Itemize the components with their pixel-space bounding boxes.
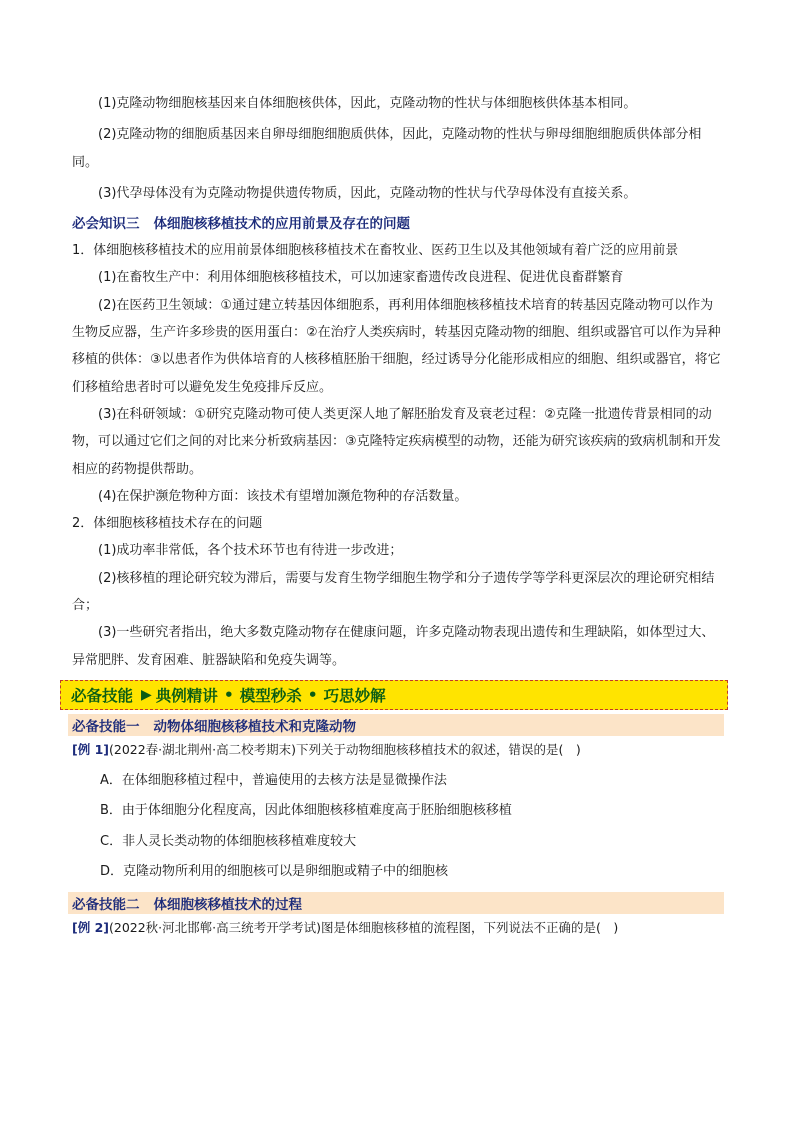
paragraph: (3)一些研究者指出，绝大多数克隆动物存在健康问题，许多克隆动物表现出遗传和生理缺陷，如体型过大、异常肥胖、发育困难、脏器缺陷和免疫失调等。 [72, 625, 715, 668]
page-content [72, 90, 724, 944]
point-heading: 2．体细胞核移植技术存在的问题 [72, 516, 263, 532]
example-tag: [例 2] [72, 919, 109, 935]
skills-banner [60, 680, 728, 710]
answer-option: D．克隆动物所利用的细胞核可以是卵细胞或精子中的细胞核 [100, 864, 449, 880]
paragraph: (3)在科研领域：①研究克隆动物可使人类更深人地了解胚胎发育及衰老过程：②克隆一批遗传背景相同的动物，可以通过它们之间的对比来分析致病基因：③克隆特定疾病模型的动物，还能为研究该疾病的致病机制和开发相应的药物提供帮助。 [72, 406, 721, 477]
banner-item: 典例精讲 [155, 686, 218, 705]
example-tag: [例 1] [72, 741, 109, 757]
section-heading [72, 211, 724, 237]
triangle-right-icon: ▶ [141, 686, 152, 703]
paragraph: (1)在畜牧生产中：利用体细胞核移植技术，可以加速家畜遗传改良进程、促进优良畜群繁育 [98, 270, 624, 286]
paragraph: (3)代孕母体没有为克隆动物提供遗传物质，因此，克隆动物的性状与代孕母体没有直接关系。 [98, 185, 637, 201]
skill-title: 动物体细胞核移植技术和克隆动物 [153, 718, 356, 735]
banner-item: 巧思妙解 [323, 686, 386, 705]
paragraph: (1)成功率非常低，各个技术环节也有待进一步改进； [98, 543, 403, 559]
banner-item: 模型秒杀 [239, 686, 302, 705]
answer-option: B．由于体细胞分化程度高，因此体细胞核移植难度高于胚胎细胞核移植 [100, 803, 512, 819]
banner-label: 必备技能 [71, 686, 134, 705]
answer-option: C．非人灵长类动物的体细胞核移植难度较大 [100, 833, 357, 849]
skill-title: 体细胞核移植技术的过程 [153, 896, 302, 913]
section-label: 必会知识三 [72, 216, 140, 233]
section-title: 体细胞核移植技术的应用前景及存在的问题 [153, 216, 410, 233]
example-question [72, 738, 724, 762]
paragraph: (1)克隆动物细胞核基因来自体细胞核供体，因此，克隆动物的性状与体细胞核供体基本相同。 [98, 96, 637, 111]
skill-heading [68, 892, 724, 914]
paragraph: (2)克隆动物的细胞质基因来自卵母细胞细胞质供体，因此，克隆动物的性状与卵母细胞细胞质供体部分相同。 [72, 127, 702, 170]
answer-option: A．在体细胞移植过程中，普遍使用的去核方法是显微操作法 [100, 772, 447, 788]
skill-label: 必备技能一 [72, 718, 140, 735]
bullet-separator: • [307, 685, 318, 704]
example-text: (2022秋·河北邯郸·高三统考开学考试)图是体细胞核移植的流程图，下列说法不正确的是( ) [108, 919, 619, 935]
skill-label: 必备技能二 [72, 896, 140, 913]
point-heading: 1．体细胞核移植技术的应用前景体细胞核移植技术在畜牧业、医药卫生以及其他领域有着广泛的应用前景 [72, 243, 679, 259]
paragraph: (4)在保护濒危物种方面：该技术有望增加濒危物种的存活数量。 [98, 488, 468, 504]
paragraph: (2)核移植的理论研究较为滞后，需要与发育生物学细胞生物学和分子遗传学等学科更深层次的理论研究相结合； [72, 570, 715, 614]
example-text: (2022春·湖北荆州·高二校考期末)下列关于动物细胞核移植技术的叙述，错误的是( ) [108, 741, 581, 757]
skill-heading [68, 714, 724, 736]
bullet-separator: • [223, 685, 234, 704]
paragraph: (2)在医药卫生领域：①通过建立转基因体细胞系，再利用体细胞核移植技术培育的转基因克隆动物可以作为生物反应器，生产许多珍贵的医用蛋白：②在治疗人类疾病时，转基因克隆动物的细胞、组织或器官可以作为异种移植的供体：③以患者作为供体培育的人核移植胚胎干细胞，经过诱导分化能形成相应的细胞、组织或器官，将它们移植给患者时可以避免发生免疫排斥反应。 [72, 297, 721, 395]
example-question [72, 916, 724, 940]
